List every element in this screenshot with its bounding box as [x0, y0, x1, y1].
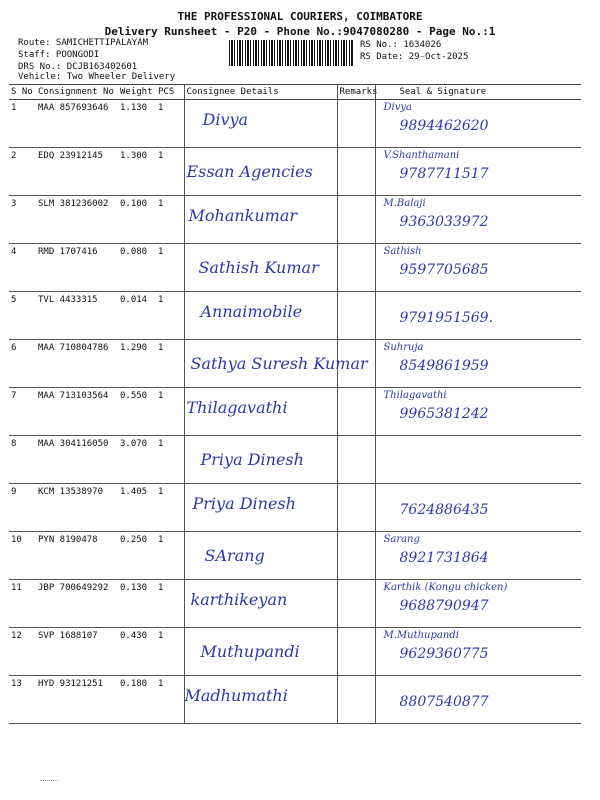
- row-remarks: [337, 436, 375, 484]
- row-weight: 1.300: [118, 148, 156, 196]
- row-remarks: [337, 244, 375, 292]
- row-consignment: MAA 857693646: [36, 100, 118, 148]
- row-signature-cell: [375, 388, 581, 436]
- col-consignment: Consignment No: [36, 85, 118, 100]
- row-sno: 8: [9, 436, 36, 484]
- route-label: Route: SAMICHETTIPALAYAM: [18, 38, 149, 48]
- consignee-name: SArang: [204, 546, 265, 565]
- row-remarks: [337, 388, 375, 436]
- row-weight: 1.405: [118, 484, 156, 532]
- row-sno: 2: [9, 148, 36, 196]
- signature-phone: 9688790947: [399, 598, 489, 614]
- table-row: [9, 244, 581, 292]
- row-consignment: SLM 381236002: [36, 196, 118, 244]
- signature-text: V.Shanthamani: [383, 150, 460, 161]
- row-weight: 1.130: [118, 100, 156, 148]
- row-consignee-cell: [184, 196, 337, 244]
- row-signature-cell: [375, 532, 581, 580]
- consignee-name: Muthupandi: [200, 642, 300, 661]
- col-signature: Seal & Signature: [375, 85, 581, 100]
- signature-phone: 7624886435: [399, 502, 489, 518]
- consignee-name: Madhumathi: [184, 686, 288, 705]
- row-consignee-cell: [184, 676, 337, 724]
- row-consignment: MAA 304116050: [36, 436, 118, 484]
- row-consignment: KCM 13538970: [36, 484, 118, 532]
- table-row: [9, 292, 581, 340]
- table-header-row: [9, 85, 581, 100]
- rs-number: RS No.: 1634026: [360, 40, 442, 50]
- col-consignee: Consignee Details: [184, 85, 337, 100]
- table-row: [9, 436, 581, 484]
- vehicle-label: Vehicle: Two Wheeler Delivery: [18, 72, 176, 82]
- row-sno: 13: [9, 676, 36, 724]
- row-signature-cell: [375, 292, 581, 340]
- signature-phone: 8807540877: [399, 694, 489, 710]
- row-weight: 0.180: [118, 676, 156, 724]
- row-remarks: [337, 148, 375, 196]
- signature-phone: 8549861959: [399, 358, 489, 374]
- row-pcs: 1: [156, 340, 184, 388]
- row-weight: 0.550: [118, 388, 156, 436]
- row-consignee-cell: [184, 148, 337, 196]
- row-consignment: PYN 8190478: [36, 532, 118, 580]
- row-signature-cell: [375, 100, 581, 148]
- row-remarks: [337, 532, 375, 580]
- col-remarks: Remarks: [337, 85, 375, 100]
- row-consignment: HYD 93121251: [36, 676, 118, 724]
- row-remarks: [337, 340, 375, 388]
- signature-text: Sathish: [383, 246, 422, 257]
- row-weight: 0.014: [118, 292, 156, 340]
- row-sno: 11: [9, 580, 36, 628]
- table-row: [9, 100, 581, 148]
- consignee-name: Mohankumar: [188, 206, 298, 225]
- rs-date: RS Date: 29-Oct-2025: [360, 52, 469, 62]
- row-consignee-cell: [184, 388, 337, 436]
- signature-phone: 9965381242: [399, 406, 489, 422]
- row-sno: 9: [9, 484, 36, 532]
- consignee-name: Thilagavathi: [186, 398, 288, 417]
- row-signature-cell: [375, 484, 581, 532]
- row-consignee-cell: [184, 484, 337, 532]
- table-row: [9, 628, 581, 676]
- row-pcs: 1: [156, 532, 184, 580]
- row-signature-cell: [375, 340, 581, 388]
- row-remarks: [337, 628, 375, 676]
- row-consignee-cell: [184, 244, 337, 292]
- signature-phone: 9629360775: [399, 646, 489, 662]
- row-pcs: 1: [156, 676, 184, 724]
- table-row: [9, 340, 581, 388]
- row-consignment: SVP 1688107: [36, 628, 118, 676]
- row-remarks: [337, 100, 375, 148]
- consignee-name: Sathish Kumar: [198, 258, 319, 277]
- row-weight: 0.130: [118, 580, 156, 628]
- consignee-name: Essan Agencies: [186, 162, 313, 181]
- consignee-name: Divya: [202, 110, 249, 129]
- table-row: [9, 532, 581, 580]
- signature-phone: 9894462620: [399, 118, 489, 134]
- delivery-table: [9, 84, 581, 724]
- col-weight: Weight: [118, 85, 156, 100]
- row-pcs: 1: [156, 292, 184, 340]
- table-row: [9, 676, 581, 724]
- row-remarks: [337, 292, 375, 340]
- row-consignee-cell: [184, 580, 337, 628]
- row-consignment: TVL 4433315: [36, 292, 118, 340]
- row-sno: 4: [9, 244, 36, 292]
- row-signature-cell: [375, 196, 581, 244]
- row-pcs: 1: [156, 628, 184, 676]
- table-row: [9, 196, 581, 244]
- row-consignment: RMD 1707416: [36, 244, 118, 292]
- row-pcs: 1: [156, 148, 184, 196]
- signature-phone: 9597705685: [399, 262, 489, 278]
- row-sno: 7: [9, 388, 36, 436]
- drs-label: DRS No.: DCJB163402601: [18, 62, 138, 72]
- row-pcs: 1: [156, 580, 184, 628]
- row-pcs: 1: [156, 100, 184, 148]
- row-consignee-cell: [184, 100, 337, 148]
- row-remarks: [337, 196, 375, 244]
- row-consignment: EDQ 23912145: [36, 148, 118, 196]
- row-sno: 3: [9, 196, 36, 244]
- consignee-name: Sathya Suresh Kumar: [190, 354, 368, 373]
- table-row: [9, 148, 581, 196]
- row-signature-cell: [375, 676, 581, 724]
- consignee-name: Annaimobile: [200, 302, 303, 321]
- barcode-image: [229, 40, 354, 66]
- staff-label: Staff: POONGODI: [18, 50, 100, 60]
- row-weight: 0.100: [118, 196, 156, 244]
- row-pcs: 1: [156, 484, 184, 532]
- signature-text: Divya: [383, 102, 412, 113]
- row-remarks: [337, 484, 375, 532]
- signature-text: Sarang: [383, 534, 420, 545]
- row-remarks: [337, 580, 375, 628]
- table-row: [9, 388, 581, 436]
- consignee-name: karthikeyan: [190, 590, 288, 609]
- row-consignee-cell: [184, 292, 337, 340]
- signature-text: Karthik (Kongu chicken): [383, 582, 508, 593]
- signature-phone: 9363033972: [399, 214, 489, 230]
- row-sno: 12: [9, 628, 36, 676]
- signature-text: Suhruja: [383, 342, 424, 353]
- row-weight: 0.430: [118, 628, 156, 676]
- signature-text: Thilagavathi: [383, 390, 447, 401]
- row-pcs: 1: [156, 388, 184, 436]
- row-signature-cell: [375, 244, 581, 292]
- signature-text: M.Muthupandi: [383, 630, 459, 641]
- row-weight: 3.070: [118, 436, 156, 484]
- row-sno: 6: [9, 340, 36, 388]
- row-remarks: [337, 676, 375, 724]
- row-weight: 0.250: [118, 532, 156, 580]
- row-consignment: MAA 710804786: [36, 340, 118, 388]
- signature-phone: 8921731864: [399, 550, 489, 566]
- col-pcs: PCS: [156, 85, 184, 100]
- row-weight: 0.080: [118, 244, 156, 292]
- row-weight: 1.290: [118, 340, 156, 388]
- row-pcs: 1: [156, 244, 184, 292]
- row-consignee-cell: [184, 340, 368, 388]
- row-sno: 5: [9, 292, 36, 340]
- signature-text: M.Balaji: [383, 198, 426, 209]
- signature-phone: 9787711517: [399, 166, 489, 182]
- row-signature-cell: [375, 436, 581, 484]
- row-consignee-cell: [184, 532, 337, 580]
- row-pcs: 1: [156, 196, 184, 244]
- runsheet-subtitle: Delivery Runsheet - P20 - Phone No.:9047080280 - Page No.:1: [104, 25, 496, 38]
- row-signature-cell: [375, 628, 581, 676]
- consignee-name: Priya Dinesh: [200, 450, 304, 469]
- table-row: [9, 484, 581, 532]
- row-pcs: 1: [156, 436, 184, 484]
- row-consignee-cell: [184, 628, 337, 676]
- consignee-name: Priya Dinesh: [192, 494, 296, 513]
- row-sno: 1: [9, 100, 36, 148]
- row-signature-cell: [375, 580, 581, 628]
- row-sno: 10: [9, 532, 36, 580]
- row-consignment: MAA 713103564: [36, 388, 118, 436]
- signature-phone: 9791951569.: [399, 310, 494, 326]
- col-sno: S No: [9, 85, 36, 100]
- row-signature-cell: [375, 148, 581, 196]
- page-mark: [40, 780, 58, 783]
- row-consignment: JBP 700649292: [36, 580, 118, 628]
- row-consignee-cell: [184, 436, 337, 484]
- company-title: THE PROFESSIONAL COURIERS, COIMBATORE: [177, 10, 423, 23]
- table-row: [9, 580, 581, 628]
